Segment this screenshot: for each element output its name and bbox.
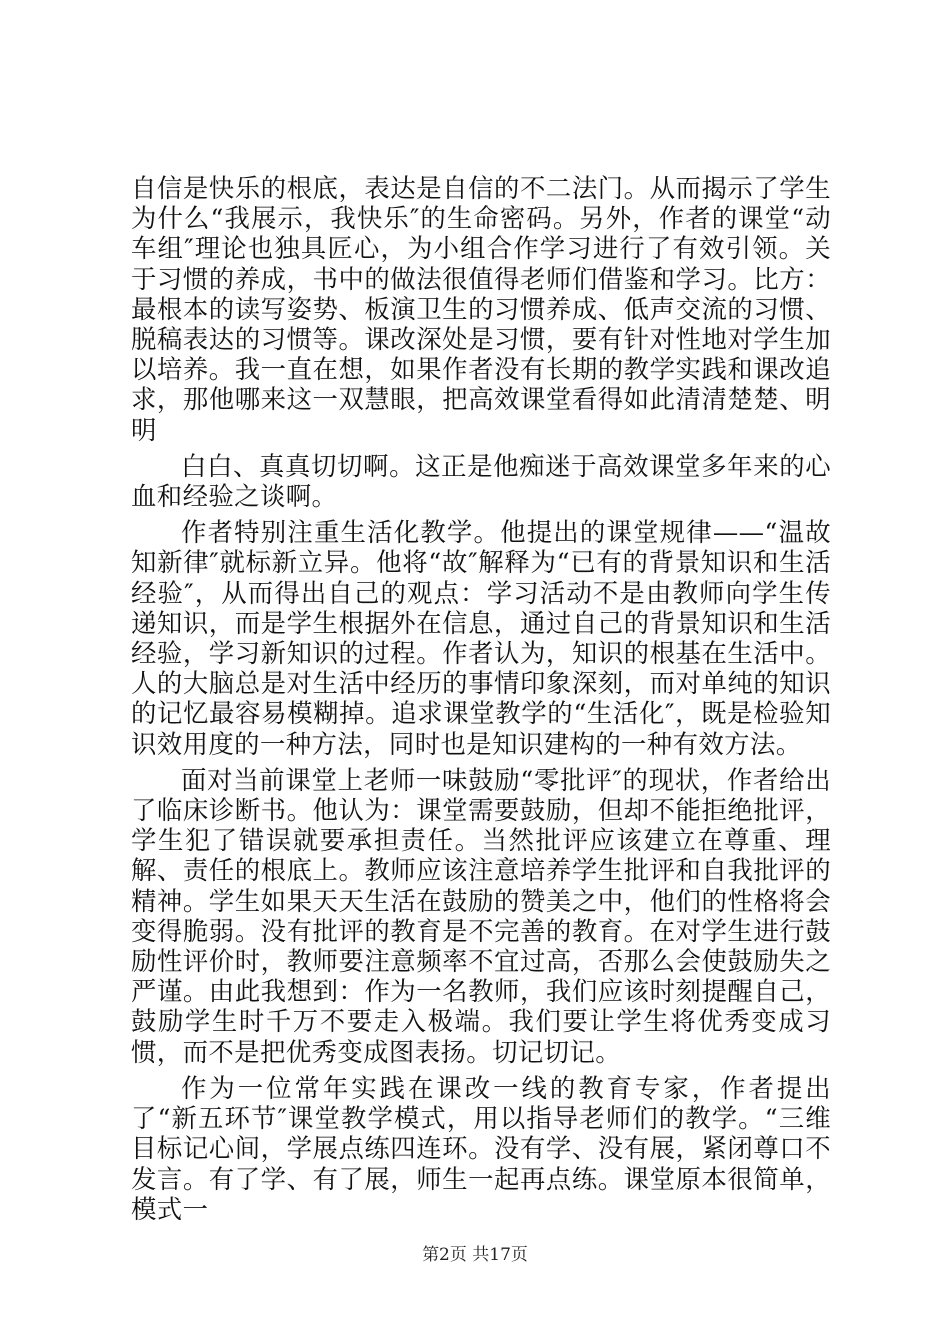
paragraph-3: 作者特别注重生活化教学。他提出的课堂规律——“温故知新律″就标新立异。他将“故″解释为“已有的背景知识和生活经验″，从而得出自己的观点：学习活动不是由教师向学生传递知识，而是学生根据外在信息，通过自己的背景知识和生活经验，学习新知识的过程。作者认为，知识的根基在生活中。人的大脑总是对生活中经历的事情印象深刻，而对单纯的知识的记忆最容易模糊掉。追求课堂教学的“生活化″，既是检验知识效用度的一种方法，同时也是知识建构的一种有效方法。 xyxy=(131,517,831,759)
paragraph-4: 面对当前课堂上老师一味鼓励“零批评″的现状，作者给出了临床诊断书。他认为：课堂需要鼓励，但却不能拒绝批评，学生犯了错误就要承担责任。当然批评应该建立在尊重、理解、责任的根底上。教师应该注意培养学生批评和自我批评的精神。学生如果天天生活在鼓励的赞美之中，他们的性格将会变得脆弱。没有批评的教育是不完善的教育。在对学生进行鼓励性评价时，教师要注意频率不宜过高，否那么会使鼓励失之严谨。由此我想到：作为一名教师，我们应该时刻提醒自己，鼓励学生时千万不要走入极端。我们要让学生将优秀变成习惯，而不是把优秀变成图表扬。切记切记。 xyxy=(131,764,831,1067)
paragraph-1: 自信是快乐的根底，表达是自信的不二法门。从而揭示了学生为什么“我展示，我快乐″的生命密码。另外，作者的课堂“动车组″理论也独具匠心，为小组合作学习进行了有效引领。关于习惯的养成，书中的做法很值得老师们借鉴和学习。比方：最根本的读写姿势、板演卫生的习惯养成、低声交流的习惯、脱稿表达的习惯等。课改深处是习惯，要有针对性地对学生加以培养。我一直在想，如果作者没有长期的教学实践和课改追求，那他哪来这一双慧眼，把高效课堂看得如此清清楚楚、明明 xyxy=(131,173,831,445)
body-text xyxy=(131,173,831,1230)
page-footer: 第2页 共17页 xyxy=(422,1245,528,1265)
paragraph-5: 作为一位常年实践在课改一线的教育专家，作者提出了“新五环节″课堂教学模式，用以指导老师们的教学。“三维目标记心间，学展点练四连环。没有学、没有展，紧闭尊口不发言。有了学、有了展，师生一起再点练。课堂原本很简单，模式一 xyxy=(131,1072,831,1224)
paragraph-2: 白白、真真切切啊。这正是他痴迷于高效课堂多年来的心血和经验之谈啊。 xyxy=(131,450,831,512)
